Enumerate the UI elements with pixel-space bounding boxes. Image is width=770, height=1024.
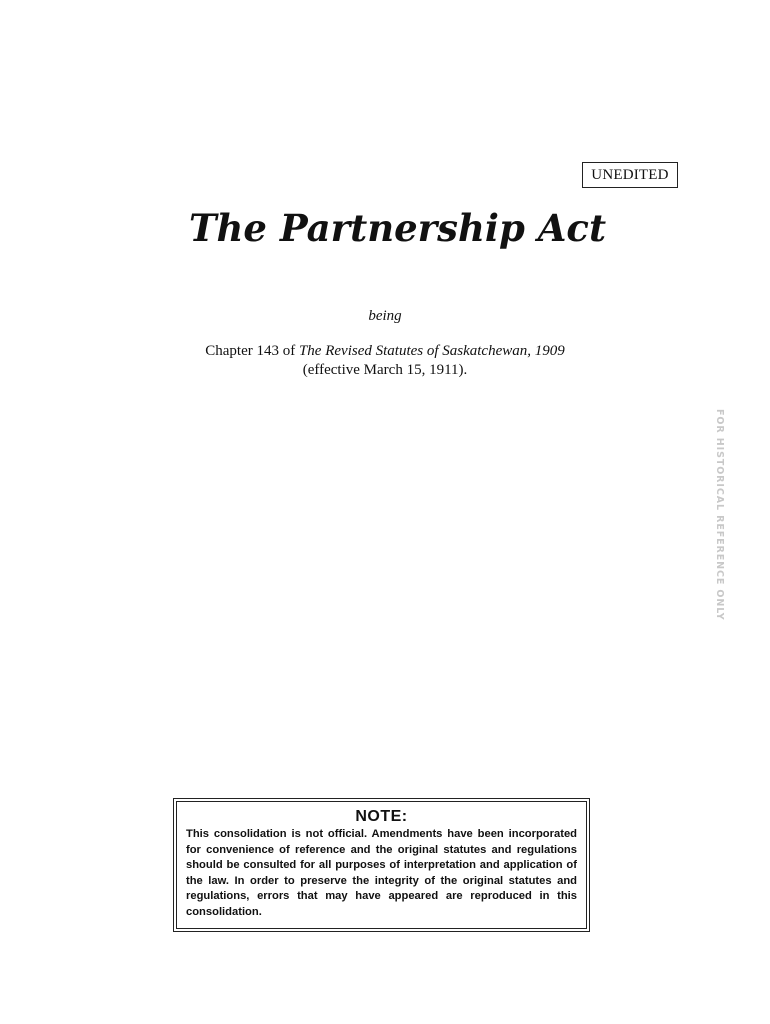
- unedited-stamp: UNEDITED: [582, 162, 678, 188]
- note-inner-frame: [176, 801, 587, 929]
- chapter-prefix: Chapter 143 of: [205, 343, 299, 359]
- effective-date: (effective March 15, 1911).: [302, 362, 468, 378]
- being-text: being: [368, 308, 402, 324]
- document-title: The Partnership Act: [189, 206, 607, 250]
- note-box: [173, 798, 590, 932]
- note-body: This consolidation is not official. Amendments have been incorporated for convenience of reference and the original statutes and regulations should be consulted for all purposes of interpretation and application of the law. In order to preserve the integrity of the original statutes and regulations, errors that may have appeared are reproduced in this consolidation.: [186, 828, 577, 918]
- watermark-text: FOR HISTORICAL REFERENCE ONLY: [714, 409, 725, 621]
- chapter-reference: [0, 341, 770, 361]
- note-heading: NOTE:: [355, 808, 408, 825]
- historical-reference-watermark: [712, 409, 726, 619]
- statute-name: The Revised Statutes of Saskatchewan, 1909: [298, 343, 565, 359]
